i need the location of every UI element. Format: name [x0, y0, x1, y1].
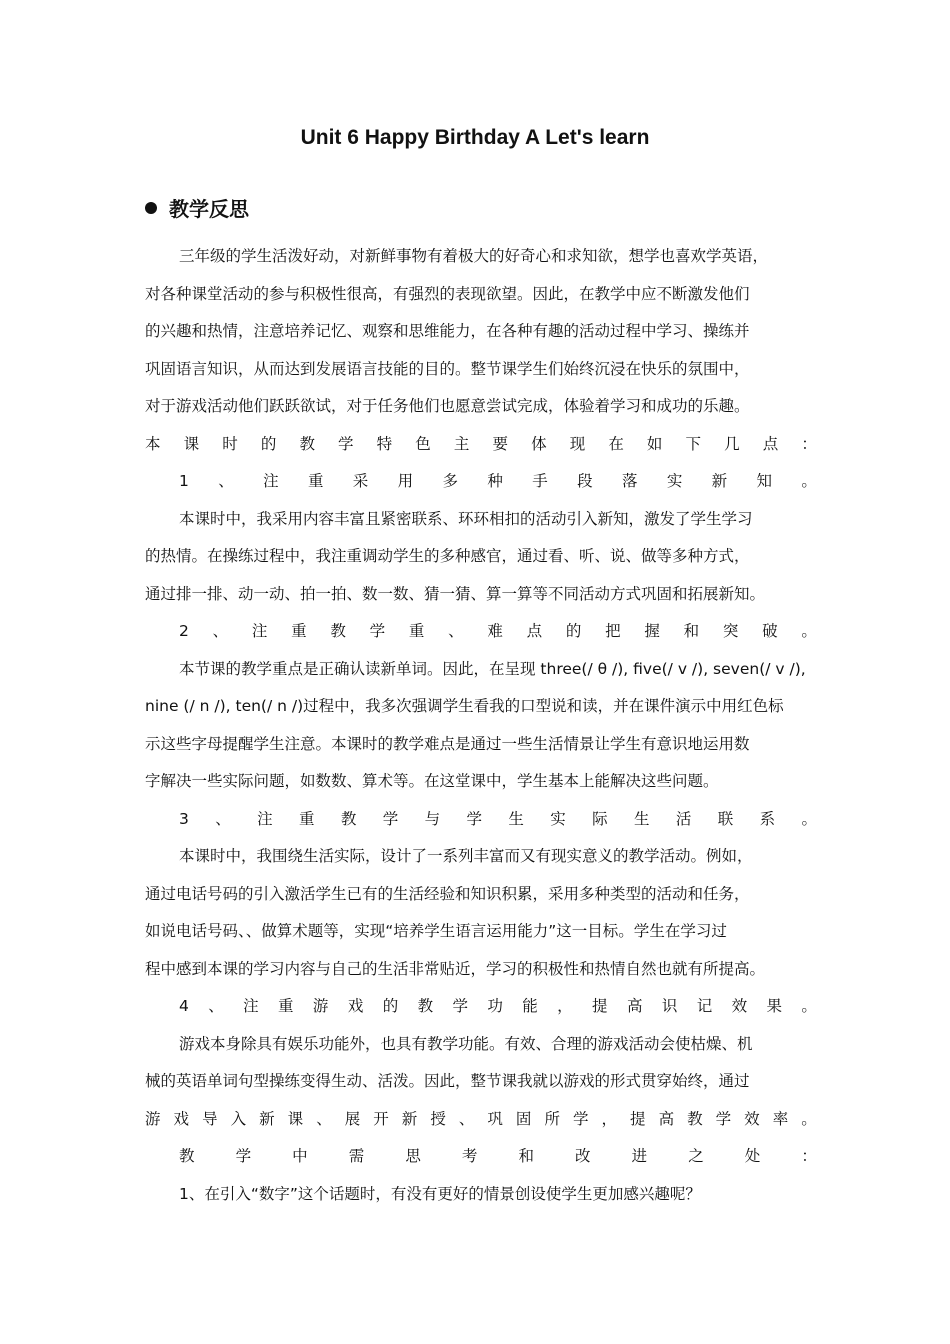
text-char: 4 — [179, 997, 189, 1015]
text-line: 的兴趣和热情，注意培养记忆、观察和思维能力，在各种有趣的活动过程中学习、操练并 — [145, 322, 750, 340]
text-char: 教 — [417, 997, 434, 1015]
text-char: 。 — [801, 622, 817, 640]
text-char: 功 — [487, 997, 503, 1015]
text-char: 、 — [218, 472, 234, 490]
text-char: 效 — [731, 997, 748, 1015]
text-char: 2 — [179, 622, 189, 640]
text-char: 时 — [222, 434, 238, 453]
text-char: 教 — [687, 1109, 703, 1128]
text-char: 、 — [212, 622, 229, 640]
text-char: 改 — [575, 1147, 591, 1165]
text-char: 特 — [376, 434, 393, 453]
text-char: 要 — [492, 434, 508, 453]
text-line — [145, 426, 817, 464]
text-char: 提 — [592, 997, 608, 1015]
text-char: 现 — [569, 434, 586, 453]
text-char: 与 — [424, 809, 441, 828]
text-line — [145, 801, 817, 839]
text-char: 果 — [766, 997, 783, 1015]
text-char: 需 — [348, 1147, 365, 1165]
document-title: Unit 6 Happy Birthday A Let's learn — [300, 126, 650, 149]
text-char: 种 — [487, 472, 503, 490]
text-char: 注 — [243, 997, 259, 1015]
text-line: 字解决一些实际问题，如数数、算术等。在这堂课中，学生基本上能解决这些问题。 — [145, 772, 719, 790]
text-char: 和 — [518, 1147, 534, 1165]
text-char: 识 — [661, 997, 678, 1015]
text-char: 生 — [633, 809, 650, 828]
text-line: 三年级的学生活泼好动，对新鲜事物有着极大的好奇心和求知欲，想学也喜欢学英语， — [179, 247, 769, 265]
text-char: ， — [601, 1109, 618, 1128]
text-char: 教 — [330, 622, 346, 640]
text-char: 所 — [544, 1109, 560, 1128]
text-char: 多 — [442, 472, 459, 490]
text-char: 学 — [466, 809, 482, 828]
text-char: 破 — [762, 622, 778, 640]
text-char: 效 — [744, 1109, 760, 1128]
text-char: 。 — [801, 997, 817, 1015]
text-char: 思 — [405, 1147, 421, 1165]
text-char: 高 — [626, 997, 643, 1015]
text-char: 课 — [287, 1109, 304, 1128]
text-line — [145, 988, 817, 1026]
text-char: 突 — [722, 622, 739, 640]
text-char: 实 — [550, 809, 566, 828]
text-char: 。 — [801, 472, 817, 490]
text-char: 难 — [487, 622, 503, 640]
text-char: 新 — [259, 1109, 275, 1128]
text-char: 点 — [762, 434, 779, 453]
text-char: 际 — [592, 809, 608, 828]
text-char: 注 — [257, 809, 273, 828]
text-char: 实 — [666, 472, 683, 490]
text-char: 能 — [522, 997, 538, 1015]
text-char: 学 — [452, 997, 468, 1015]
text-line: 械的英语单词句型操练变得生动、活泼。因此，整节课我就以游戏的形式贯穿始终，通过 — [145, 1072, 750, 1090]
text-char: 记 — [696, 997, 713, 1015]
text-char: 。 — [801, 1109, 817, 1128]
text-char: 段 — [577, 472, 593, 490]
text-char: 主 — [453, 434, 470, 453]
text-char: ： — [801, 1147, 817, 1165]
text-char: 入 — [230, 1109, 247, 1128]
text-char: 游 — [312, 997, 329, 1015]
section-heading-text: 教学反思 — [169, 197, 249, 221]
text-line: 巩固语言知识，从而达到发展语言技能的目的。整节课学生们始终沉浸在快乐的氛围中， — [145, 359, 750, 378]
text-char: 系 — [759, 809, 776, 828]
text-char: 重 — [291, 622, 307, 640]
text-line — [145, 463, 817, 501]
text-line: nine (/ n /), ten(/ n /)过程中，我多次强调学生看我的口型说和读，并在课件演示中用红色标 — [145, 697, 784, 715]
text-char: 授 — [430, 1109, 446, 1128]
text-char: 本 — [145, 434, 161, 453]
text-char: 、 — [448, 622, 464, 640]
text-line: 通过排一排、动一动、拍一拍、数一数、猜一猜、算一算等不同活动方式巩固和拓展新知。 — [145, 584, 766, 603]
text-char: 巩 — [487, 1109, 503, 1128]
text-char: 的 — [565, 622, 582, 640]
text-char: 率 — [772, 1109, 789, 1128]
text-char: 展 — [344, 1109, 361, 1128]
text-line — [145, 1138, 817, 1176]
text-char: 高 — [658, 1109, 675, 1128]
text-char: 知 — [756, 472, 773, 490]
text-line — [145, 1101, 817, 1139]
text-char: 重 — [307, 472, 324, 490]
text-char: 中 — [292, 1147, 308, 1165]
text-char: 1 — [179, 472, 189, 490]
text-char: 活 — [675, 809, 692, 828]
text-char: 固 — [515, 1109, 532, 1128]
text-char: 如 — [646, 434, 663, 453]
text-char: 导 — [202, 1109, 218, 1128]
text-line: 的热情。在操练过程中，我注重调动学生的多种感官，通过看、听、说、做等多种方式， — [145, 547, 750, 565]
text-char: 的 — [260, 434, 277, 453]
text-line: 本课时中，我采用内容丰富且紧密联系、环环相扣的活动引入新知，激发了学生学习 — [179, 509, 753, 528]
text-char: 戏 — [347, 997, 364, 1015]
text-char: 处 — [744, 1147, 761, 1165]
text-char: 。 — [801, 809, 817, 828]
bullet-icon — [145, 202, 157, 214]
text-char: 学 — [572, 1109, 589, 1128]
text-char: 用 — [397, 472, 414, 490]
text-line — [145, 613, 817, 651]
text-char: ， — [557, 997, 573, 1015]
text-char: 提 — [630, 1109, 646, 1128]
text-char: 3 — [179, 809, 189, 828]
text-char: 注 — [251, 622, 268, 640]
text-char: 教 — [340, 809, 357, 828]
text-char: 重 — [278, 997, 294, 1015]
text-line: 如说电话号码、、做算术题等，实现“培养学生语言运用能力”这一目标。学生在学习过 — [145, 922, 727, 940]
text-char: 重 — [408, 622, 425, 640]
text-char: 和 — [683, 622, 700, 640]
text-char: 开 — [373, 1109, 389, 1128]
text-line: 本节课的教学重点是正确认读新单词。因此，在呈现 three(/ θ /), five(/ v /), seven(/ v /), — [179, 659, 806, 678]
text-char: 、 — [208, 997, 224, 1015]
text-char: 学 — [382, 809, 399, 828]
text-char: 教 — [179, 1147, 195, 1165]
text-line: 对各种课堂活动的参与积极性很高，有强烈的表现欲望。因此，在教学中应不断激发他们 — [145, 284, 750, 303]
text-line: 游戏本身除具有娱乐功能外，也具有教学功能。有效、合理的游戏活动会使枯燥、机 — [179, 1034, 753, 1053]
text-line: 示这些字母提醒学生注意。本课时的教学难点是通过一些生活情景让学生有意识地运用数 — [145, 734, 750, 753]
text-char: 新 — [401, 1109, 418, 1128]
text-char: 游 — [145, 1109, 161, 1128]
text-line: 通过电话号码的引入激活学生已有的生活经验和知识积累，采用多种类型的活动和任务， — [145, 884, 750, 903]
text-line: 1、在引入“数字”这个话题时，有没有更好的情景创设使学生更加感兴趣呢？ — [179, 1184, 701, 1203]
text-char: 进 — [631, 1147, 648, 1165]
text-char: 在 — [608, 434, 624, 453]
document-body — [145, 238, 817, 1213]
text-line: 对于游戏活动他们跃跃欲试，对于任务他们也愿意尝试完成，体验着学习和成功的乐趣。 — [145, 397, 750, 415]
text-char: 重 — [298, 809, 315, 828]
text-char: 注 — [263, 472, 279, 490]
text-char: 、 — [316, 1109, 332, 1128]
text-char: 戏 — [173, 1109, 190, 1128]
section-heading — [145, 193, 249, 222]
text-char: 的 — [382, 997, 399, 1015]
text-char: 把 — [605, 622, 621, 640]
text-char: 考 — [461, 1147, 478, 1165]
text-char: 学 — [369, 622, 386, 640]
text-char: 教 — [299, 434, 315, 453]
text-char: 联 — [717, 809, 734, 828]
text-char: 下 — [685, 434, 702, 453]
text-char: 课 — [183, 434, 200, 453]
text-char: 采 — [352, 472, 369, 490]
text-char: 学 — [338, 434, 354, 453]
text-char: 握 — [644, 622, 660, 640]
text-char: 落 — [621, 472, 638, 490]
text-char: ： — [801, 434, 817, 453]
text-char: 之 — [688, 1147, 704, 1165]
text-line: 程中感到本课的学习内容与自己的生活非常贴近，学习的积极性和热情自然也就有所提高。 — [145, 959, 766, 978]
text-char: 色 — [415, 434, 431, 453]
text-char: 、 — [215, 809, 231, 828]
text-char: 生 — [508, 809, 524, 828]
text-char: 手 — [532, 472, 548, 490]
text-char: 体 — [531, 434, 547, 453]
text-line: 本课时中，我围绕生活实际，设计了一系列丰富而又有现实意义的教学活动。例如， — [179, 847, 753, 865]
text-char: 学 — [715, 1109, 732, 1128]
text-char: 学 — [235, 1147, 252, 1165]
text-char: 、 — [458, 1109, 475, 1128]
text-char: 几 — [724, 434, 740, 453]
text-char: 点 — [526, 622, 543, 640]
text-char: 新 — [711, 472, 728, 490]
